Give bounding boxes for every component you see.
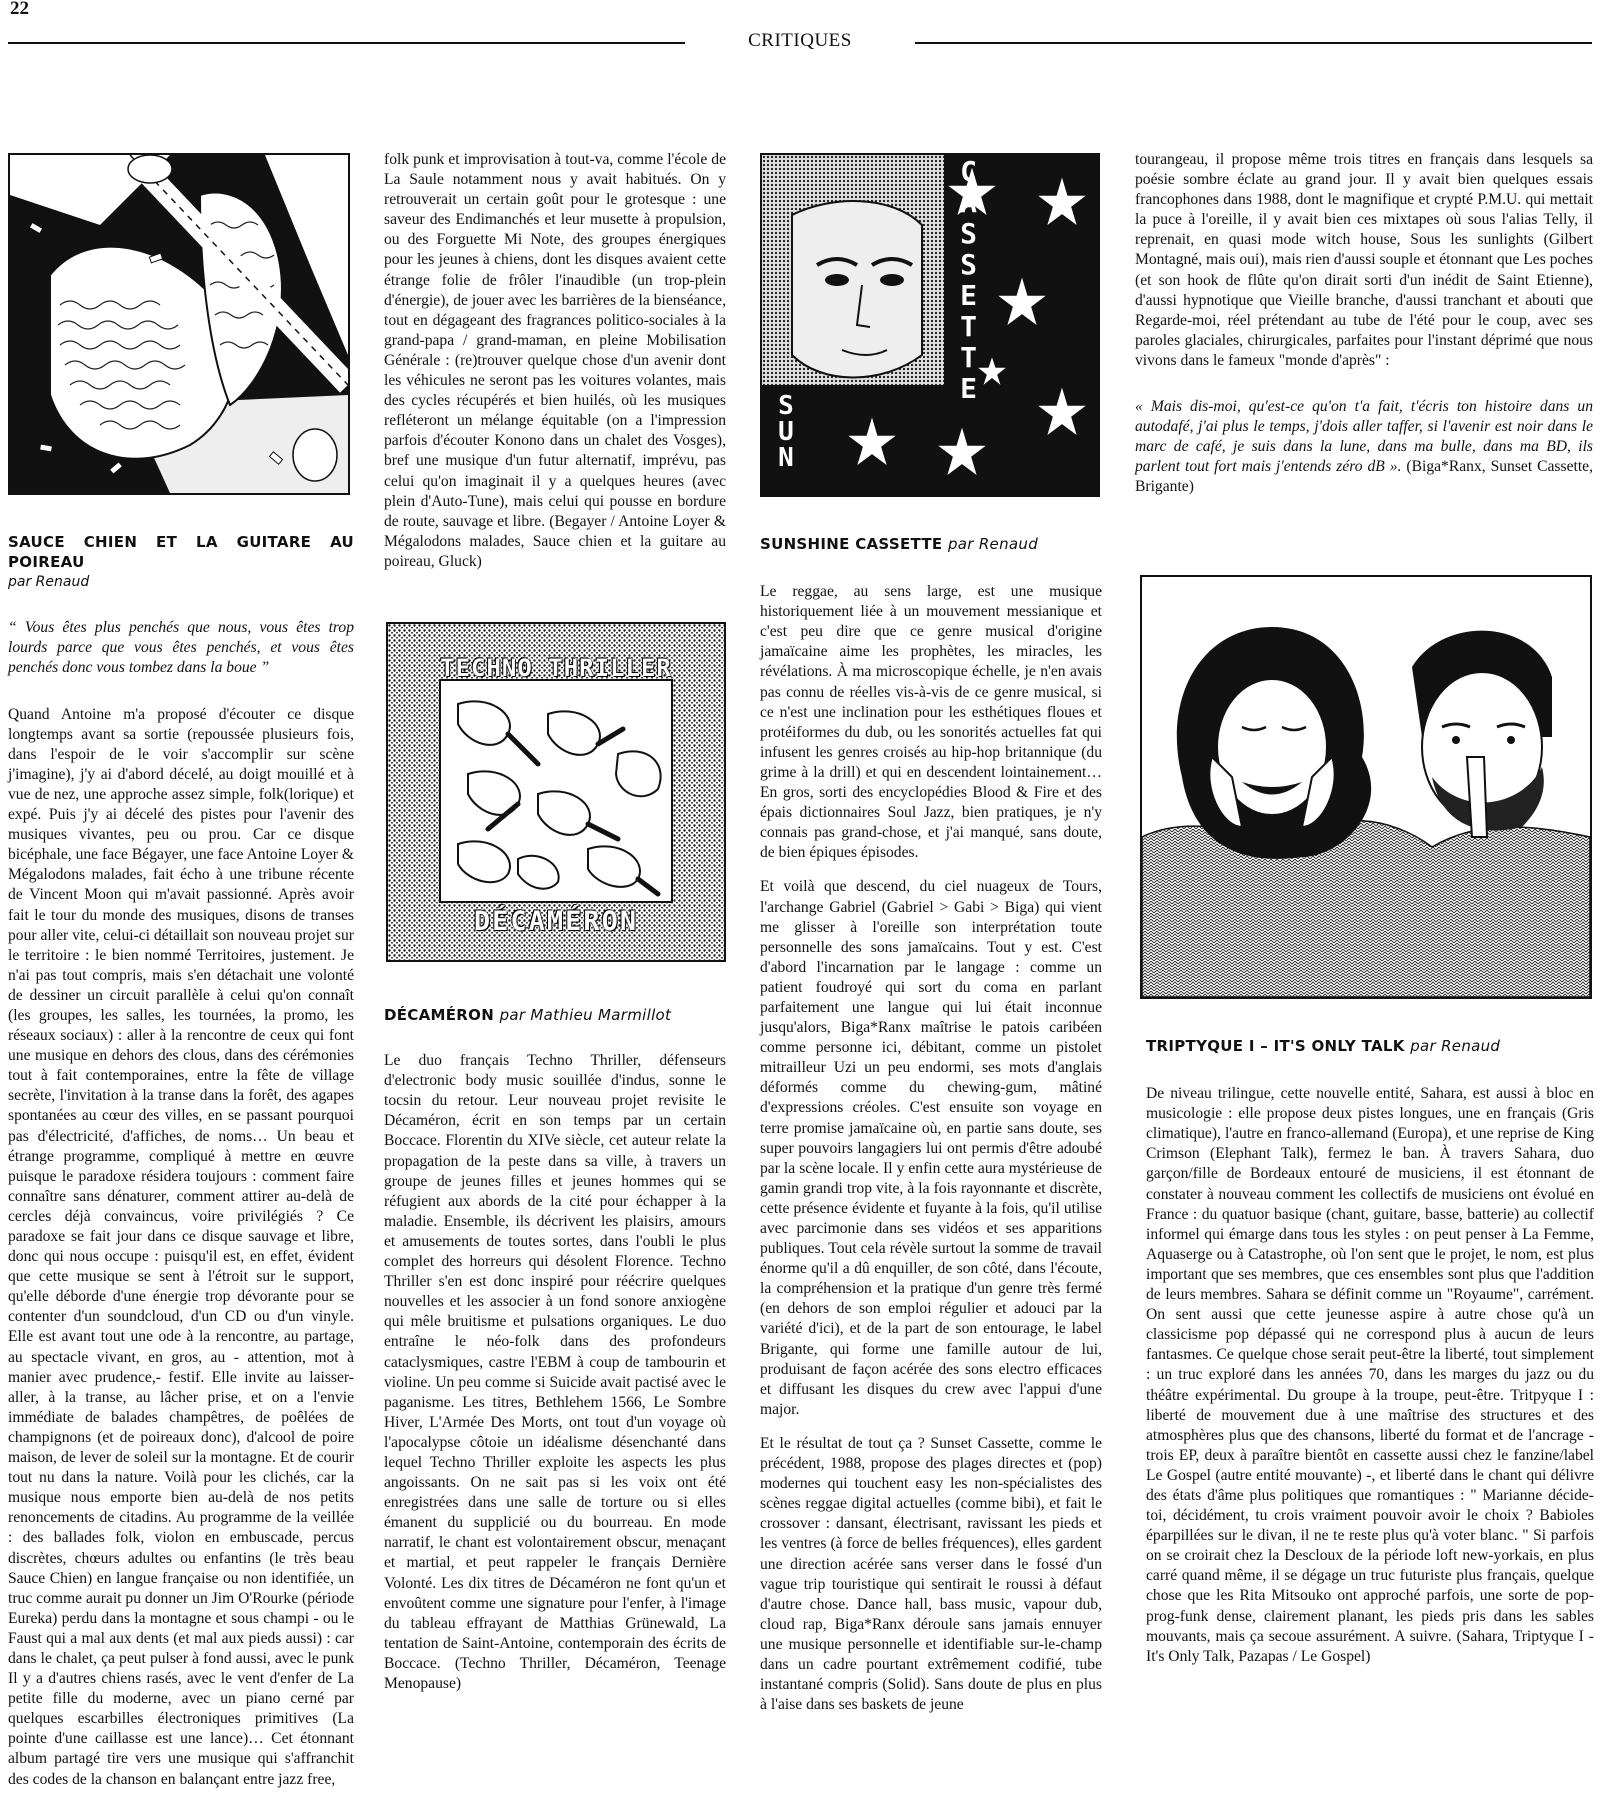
review-paragraph: Et le résultat de tout ça ? Sunset Cassette, comme le précédent, 1988, propose des plages directes et (pop) modernes qui touchent easy les non-spécialistes des scènes reggae digital actuelles (comme bibi), et fait le crossover : dansant, électrisant, ravissant les pieds et les ventres (à force de belles fréquences), elles gardent une direction acérée sans verser dans le fossé d'un vague trip touristique qui sentirait le roussi à défaut d'autre chose. Dance hall, bass music, vapour dub, cloud rap, Biga*Ranx déroule sans jamais ennuyer une musique personnelle et identifiable sur-le-champ dans un cadre pourtant extrêmement codifié, tube instantané compris (Solid). Sans doute de plus en plus à l'aise dans ses baskets de jeune bbox=[760, 1434, 1102, 1714]
illustration-triptyque-duo bbox=[1140, 575, 1592, 999]
review-credits: (Biga*Ranx, Sunset Cassette, Brigante) bbox=[1135, 458, 1593, 496]
review-sauce-chien-column-1 bbox=[8, 532, 354, 1790]
review-title bbox=[1146, 1036, 1594, 1056]
review-sunshine-cassette-continued bbox=[1135, 150, 1593, 498]
review-title-text: SUNSHINE CASSETTE bbox=[760, 535, 943, 553]
section-title: CRITIQUES bbox=[748, 30, 852, 51]
review-title-text: DÉCAMÉRON bbox=[384, 1006, 495, 1024]
review-triptyque bbox=[1146, 1036, 1594, 1667]
review-byline: par Renaud bbox=[947, 535, 1039, 553]
review-title bbox=[760, 534, 1102, 554]
review-byline: par Mathieu Marmillot bbox=[499, 1006, 672, 1024]
review-decameron bbox=[384, 1005, 726, 1694]
cover-title-techno-thriller: TECHNO THRILLER bbox=[440, 654, 672, 682]
review-byline: par Renaud bbox=[1410, 1037, 1501, 1055]
review-epigraph: “ Vous êtes plus penchés que nous, vous êtes trop lourds parce que vous êtes penchés, et vous êtes penchés donc vous tombez dans la boue ” bbox=[8, 619, 354, 677]
album-cover-sunshine-cassette bbox=[760, 153, 1100, 497]
header-rule-left bbox=[8, 42, 685, 44]
review-paragraph: tourangeau, il propose même trois titres en français dans lesquels sa poésie sombre éclate au grand jour. Il y avait bien quelques essais francophones dans 1988, dont le magnifique et crypté P.M.U. qui mettait la puce à l'oreille, il y avait bien ces mixtapes où sous l'alias Telly, il reprenait, en quasi mode witch house, Sous les sunlights (Gilbert Montagné, mais oui), mais rien d'aussi souple et étonnant que Les poches (et son hook de flûte qu'on dirait sorti d'un inédit de Saint Etienne), d'aussi hypnotique que Vieille branche, d'aussi tranchant et abouti que Regarde-moi, réel prétendant au tube de l'été pour le coup, avec ses paroles glaciales, chirurgicales, parfaites pour l'instant déprimé que nous vivons dans le fameux "monde d'après" : bbox=[1135, 151, 1593, 369]
review-body: Le duo français Techno Thriller, défenseurs d'electronic body music souillée d'indus, sonne le tocsin du retour. Leur nouveau projet revisite le Décaméron, écrit en son temps par un certain Boccace. Florentin du XIVe siècle, cet auteur relate la propagation de la peste dans sa ville, à travers un groupe de jeunes filles et jeunes hommes qui se réfugient aux abords de la cité pour échapper à la maladie. Ensemble, ils décrivent les plaisirs, amours et amusements de toutes sortes, dans l'oubli le plus complet des horreurs qui désolent Florence. Techno Thriller s'en est donc inspiré pour réécrire quelques nouvelles et les associer à un fond sonore anxiogène qui mêle bruitisme et pulsations organiques. Le duo entraîne le néo-folk dans des profondeurs cataclysmiques, castre l'EBM à coup de tambourin et violine. Un peu comme si Suicide avait pactisé avec le paganisme. Les titres, Bethlehem 1566, Le Sombre Hiver, L'Armée Des Morts, ont tout d'un voyage où l'apocalypse côtoie un idéalisme désenchanté dans lequel Techno Thriller exploite les aspects les plus angoissants. On ne sait pas si les voix ont été enregistrées dans une salle de torture ou si elles émanent du supplicié ou du bourreau. En mode narratif, le chant est volontairement obscur, menaçant et martial, et peut rappeler le français Dernière Volonté. Les dix titres de Décaméron ne font qu'un et envoûtent comme une signature pour l'enfer, à l'image du tableau effrayant de Matthias Grünewald, La tentation de Saint-Antoine, contemporain des écrits de Boccace. (Techno Thriller, Décaméron, Teenage Menopause) bbox=[384, 1052, 726, 1692]
review-sunshine-cassette bbox=[760, 534, 1102, 1715]
album-illustration-sauce-chien bbox=[8, 153, 350, 495]
review-paragraph: Et voilà que descend, du ciel nuageux de Tours, l'archange Gabriel (Gabriel > Gabi > Biga) qui vient me glisser à l'oreille son interprétation toute personnelle des sons jamaïcains. Tout y est. C'est d'abord l'incarnation par le langage : comme un patient foudroyé qui sort du coma en parlant parfaitement une langue qui lui était inconnue jusqu'alors, Biga*Ranx maîtrise le patois caribéen comme personne ici, débitant, comme un pistolet mitrailleur Uzi un peu endormi, ses mots d'anglais déformés comme du chewing-gum, mâtiné d'expressions créoles. C'est ensuite son voyage en terre promise jamaïcaine où, en partie sans doute, ses super pouvoirs langagiers lui ont permis d'être adoubé par la scène locale. Il y enfin cette aura mystérieuse de gamin grandi trop vite, à la fois rayonnante et discrète, cette présence évidente et fuyante à la fois, qu'il utilise avec parcimonie dans ses vidéos et ses apparitions publiques. Tout cela révèle surtout la somme de travail énorme qu'il a dû enquiller, de son côté, dans l'écoute, la compréhension et la pratique d'un genre très fermé (en dehors de son emploi régulier et adouci par la variété d'ici), et de la part de son entourage, le label Brigante, qui forme une famille autour de lui, produisant de façon acérée des sons electro efficaces et diffusant les disques du crew avec l'appui d'une major. bbox=[760, 878, 1102, 1418]
review-byline: par Renaud bbox=[8, 574, 90, 591]
review-body-continued: folk punk et improvisation à tout-va, comme l'école de La Saule notamment nous y avait habitués. On y retrouverait un certain goût pour le grotesque : une saveur des Endimanchés et leur musette à propulsion, ou des Forguette Mi Note, des groupes énergiques pour les jeunes à chiens, dont les disques avaient cette étrange folie de frôler l'inaudible (un trop-plein d'énergie), de jouer avec les barrières de la bienséance, tout en dégageant des fragrances politico-sociales à la grand-papa / grand-maman, en pleine Mobilisation Générale : (re)trouver quelque chose d'un avenir dont les véhicules ne seront pas les voitures volantes, mais des cycles récupérés et bien huilés, où les musiques refléteront un mélange équitable (on a l'impression parfois d'écouter Konono dans un chalet des Vosges), bref une musique d'un futur alternatif, imprévu, pas celui qu'on imaginait il y a quelques heures (avec plein d'Auto-Tune), mais celui qui pousse en bordure de route, sauvage et libre. (Begayer / Antoine Loyer & Mégalodons malades, Sauce chien et la guitare au poireau, Gluck) bbox=[384, 151, 726, 570]
lyrics-quote: « Mais dis-moi, qu'est-ce qu'on t'a fait, t'écris ton histoire dans un autodafé, j'ai plus le temps, j'dois aller taffer, si l'avenir est noir dans le marc de café, je suis dans la lune, dans ma bulle, dans ma BD, ils parlent tout fort mais j'entends zéro dB ». bbox=[1135, 398, 1593, 476]
review-title-text: TRIPTYQUE I – IT'S ONLY TALK bbox=[1146, 1037, 1405, 1055]
cover-text-cassette: CASSETTE bbox=[952, 155, 985, 403]
header-rule-right bbox=[915, 42, 1592, 44]
review-body: De niveau trilingue, cette nouvelle entité, Sahara, est aussi à bloc en musicologie : elle propose deux pistes longues, une en français (Gris climatique), l'autre en franco-allemand (Europa), et une reprise de King Crimson (Elephant Talk), fermez le ban. À travers Sahara, duo garçon/fille de Bordeaux entouré de musiciens, il est étonnant de constater à nouveau comment les collectifs de musiciens ont évolué en France : du quatuor basique (chant, guitare, basse, batterie) au collectif informel qui émarge dans tous les styles : on peut penser à La Femme, Aquaserge ou à Catastrophe, où l'on sent que le projet, le nom, est plus important que ses membres, que ces ensembles sont plus que l'addition de leurs membres. Sahara se définit comme un "Royaume", carrément. On sent aussi que cette jeunesse aspire à autre chose qu'à un classicisme pop dépassé qui ne correspond plus à aucun de leurs fantasmes. Ce quelque chose serait peut-être la liberté, tout simplement : un truc exploré dans les années 70, dans les marges du jazz ou du théâtre expérimental. Du groupe à la troupe, peut-être. Tritpyque I : liberté de mouvement due à une maîtrise des structures et des atmosphères plus que des chansons, liberté du format et de l'ancrage - trois EP, deux à paraître bientôt en cassette aussi chez le fanzine/label Le Gospel (autre entité mouvante) -, et liberté dans le chant qui délivre des états d'âme plus politiques que romantiques : " Marianne décide-toi, décidément, tu crois vraiment pouvoir avoir le choix ? Babioles éparpillées sur le divan, il ne te reste plus qu'à voter blanc. " Si parfois on se croirait chez la Descloux de la période loft new-yorkais, en plus carré quand même, il se dégage un truc futuriste plus français, quelque chose que les Rita Mitsouko ont approché parfois, une sorte de pop-prog-funk dense, clairement planant, les pieds pris dans les sables mouvants, mais ça secoue assurément. A suivre. (Sahara, Triptyque I - It's Only Talk, Pazapas / Le Gospel) bbox=[1146, 1085, 1594, 1665]
review-body: Quand Antoine m'a proposé d'écouter ce disque longtemps avant sa sortie (repoussée plusieurs fois, dans l'espoir de le voir s'accomplir sur scène j'imagine), j'y ai d'abord décelé, au doigt mouillé et à vue de nez, une approche assez simple, folk(lorique) et expé. Puis j'y ai décelé des pistes pour l'avenir des musiques vivantes, peu ou prou. Car ce disque bicéphale, une face Bégayer, une face Antoine Loyer & Mégalodons malades, fait écho à une tribune récente de Vincent Moon qui m'avait passionné. Après avoir fait le tour du monde des musiques, disons de transes pour aller vite, celui-ci détaillait son nouveau projet sur le territoire : le bien nommé Territoires, justement. Je n'ai pas tout compris, mais s'en détachait une volonté de dessiner un circuit parallèle à celui qu'on connaît (les groupes, les salles, les tournées, la promo, les réseaux sociaux) : aller à la rencontre de ceux qui font une musique en dehors des clous, dans des cérémonies tout à fait contemporaines, entre la fête de village secrète, l'invitation à la transe dans la forêt, des agapes spontanées au cœur des villes, en se passant pourquoi pas d'électricité, d'affiches, de noms… Un beau et étrange programme, compliqué à mettre en œuvre puisque le paradoxe résidera toujours : comment faire connaître sans dénaturer, comment attirer au-delà de cercles déjà convaincus, voire privilégiés ? Ce paradoxe se fait jour dans ce disque sauvage et libre, donc qui nous occupe : puisqu'il est, en effet, évident que cette musique se sent à l'étroit sur le support, qu'elle déborde d'une énergie trop dévorante pour se contenter d'un soundcloud, d'un CD ou d'un vinyle. Elle est avant tout une ode à la rencontre, au partage, au spectacle vivant, en gros, au - attention, mot à manier avec prudence,- festif. Elle invite au laisser-aller, à la transe, au lâcher prise, et on a l'envie immédiate de balades champêtres, de poêlées de champignons (et de poireaux donc), d'alcool de poire maison, de lever de soleil sur la montagne. Et de courir tout nu dans la nature. Voilà pour les clichés, car la musique nous emporte bien au-delà de nos petits renoncements de citadins. Au programme de la veillée : des ballades folk, violon en embuscade, percus discrètes, chœurs adultes ou enfantins (le très beau Sauce Chien) en langue française ou non identifiée, un truc comme aurait pu donner un Jim O'Rourke (période Eureka) perdu dans la montagne et sous champi - ou le Faust qui a mal aux dents (et mal aux pieds aussi) : car dans le chalet, ça peut pulser à fond aussi, avec le punk Il y a d'autres chiens rasés, avec le vent d'enfer de La petite fille du moderne, avec un piano cerné par quelques escarbilles électroniques primitives (La pointe d'une caillasse est une lance)… Cet étonnant album partagé tire vers une musique qui s'affranchit des codes de la chanson en balançant entre jazz free, bbox=[8, 705, 354, 1788]
cover-text-sun: SUN bbox=[771, 391, 801, 469]
page-number: 22 bbox=[10, 0, 29, 19]
review-sauce-chien-column-2 bbox=[384, 150, 726, 572]
cover-title-decameron: DÉCAMÉRON bbox=[473, 906, 639, 937]
review-paragraph: Le reggae, au sens large, est une musique historiquement liée à un mouvement messianique et c'est peu dire que ce genre musical d'origine jamaïcaine aime les prophètes, les miracles, les révélations. À ma microscopique échelle, je n'en avais pas connu de réelles vis-à-vis de ce genre musical, si ce n'est une inclination pour les esthétiques floues et protéiformes du dub, ou les sonorités actuelles fat qui infusent les genres croisés au hip-hop britannique (du grime à la drill) et qui en descendent lointainement… En gros, sorti des encyclopédies Blood & Fire et des épais dictionnaires Soul Jazz, bien pratiques, je n'y connais pas grand-chose, et j'ai manqué, sans doute, de bien épiques épisodes. bbox=[760, 583, 1102, 862]
review-title: SAUCE CHIEN ET LA GUITARE AU POIREAU bbox=[8, 533, 354, 572]
review-lyrics bbox=[1135, 397, 1593, 497]
album-cover-decameron bbox=[386, 622, 726, 962]
review-title bbox=[384, 1005, 726, 1025]
